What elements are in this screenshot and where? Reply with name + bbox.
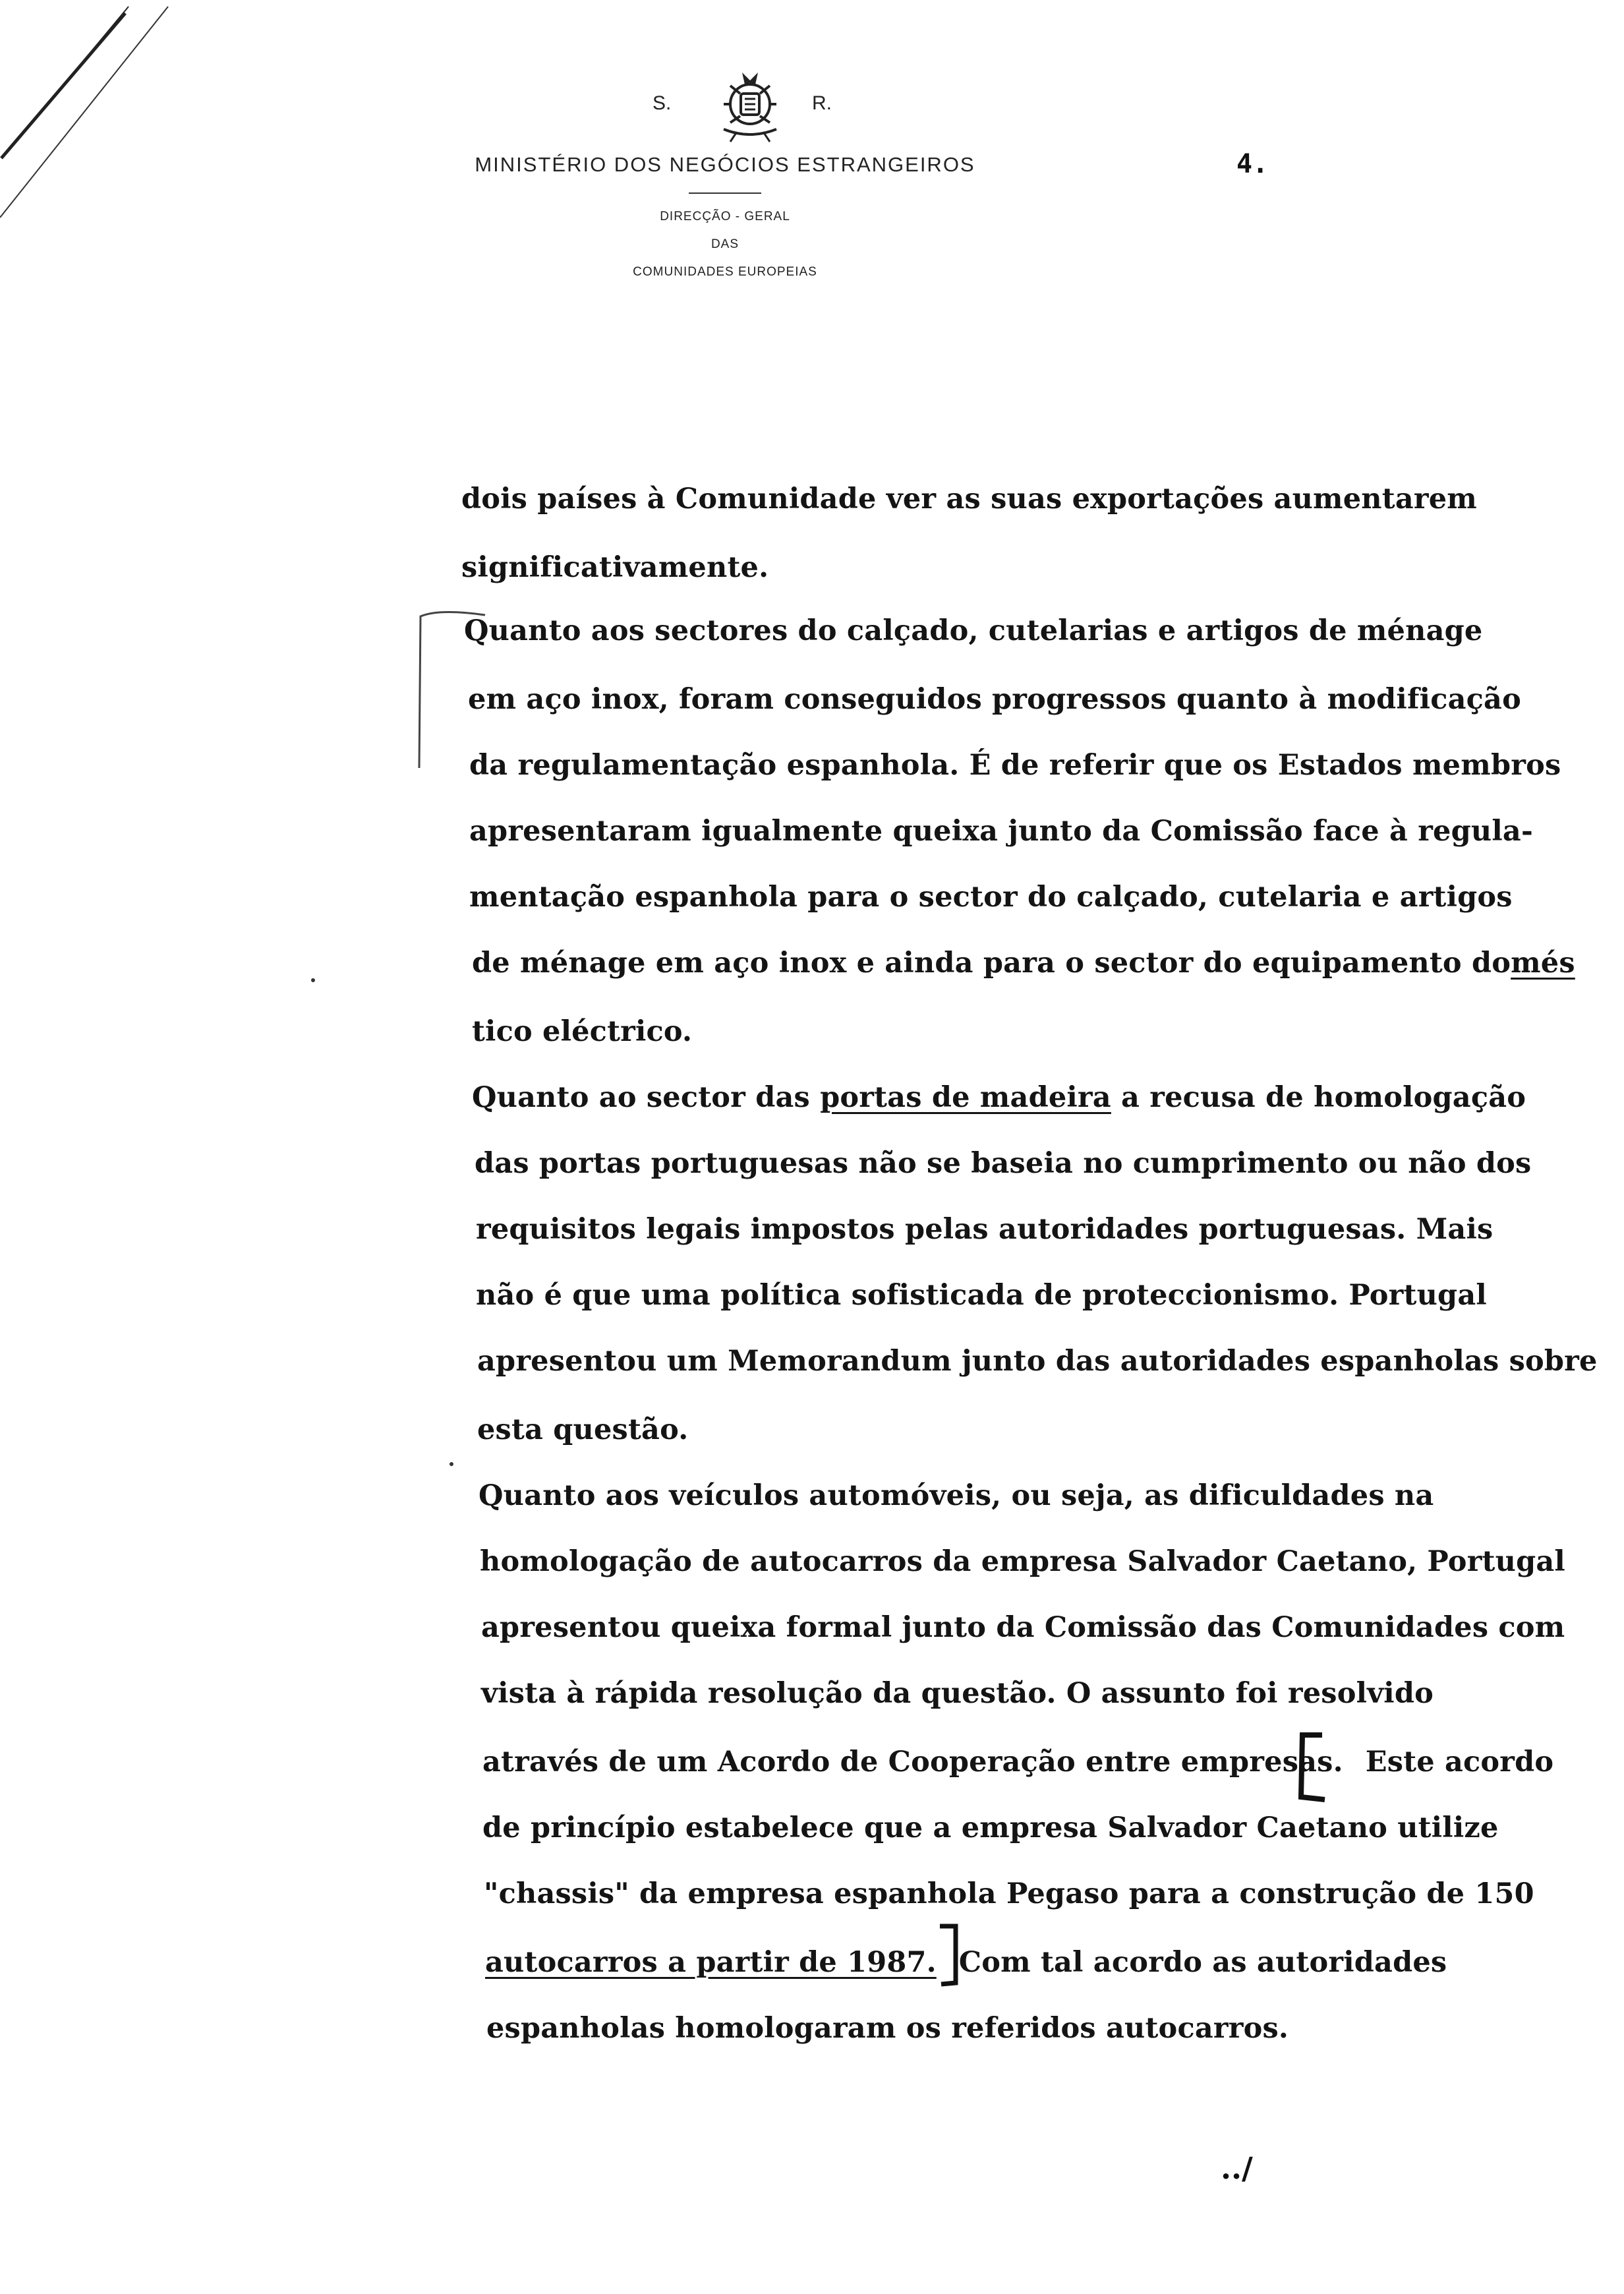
- text-line: tico eléctrico.: [472, 1015, 693, 1048]
- text-segment: Quanto ao sector das: [472, 1081, 821, 1114]
- text-line: dois países à Comunidade ver as suas exportações aumentarem: [461, 483, 1478, 515]
- text-line: de princípio estabelece que a empresa Salvador Caetano utilize: [482, 1811, 1499, 1844]
- text-line: requisitos legais impostos pelas autoridades portuguesas. Mais: [476, 1213, 1494, 1246]
- text-segment: de ménage em aço inox e ainda para o sector do equipamento do: [472, 947, 1511, 980]
- text-line: apresentaram igualmente queixa junto da Comissão face à regula-: [469, 815, 1533, 848]
- text-line: Quanto aos sectores do calçado, cutelarias e artigos de ménage: [464, 614, 1483, 647]
- text-line: não é que uma política sofisticada de proteccionismo. Portugal: [476, 1279, 1487, 1312]
- directorate-line-3: COMUNIDADES EUROPEIAS: [633, 265, 817, 279]
- underlined-text: autocarros a partir de 1987.: [485, 1946, 937, 1979]
- text-line: da regulamentação espanhola. É de referir que os Estados membros: [469, 749, 1561, 782]
- text-line: mentação espanhola para o sector do calçado, cutelaria e artigos: [469, 881, 1513, 914]
- text-line: espanholas homologaram os referidos autocarros.: [486, 2012, 1289, 2045]
- text-line: apresentou queixa formal junto da Comissão das Comunidades com: [481, 1611, 1565, 1644]
- text-segment: a recusa de homologação: [1111, 1081, 1526, 1114]
- underlined-text: més: [1511, 947, 1575, 980]
- text-line: homologação de autocarros da empresa Salvador Caetano, Portugal: [480, 1545, 1565, 1578]
- text-line: em aço inox, foram conseguidos progressos quanto à modificação: [468, 683, 1521, 716]
- text-line: [482, 1746, 1553, 1779]
- text-line: das portas portuguesas não se baseia no cumprimento ou não dos: [475, 1147, 1532, 1180]
- underlined-text: portas de madeira: [820, 1081, 1111, 1114]
- text-line: [472, 1081, 1526, 1114]
- text-line: apresentou um Memorandum junto das autoridades espanholas sobre: [477, 1345, 1598, 1378]
- text-line: Quanto aos veículos automóveis, ou seja, as dificuldades na: [478, 1479, 1434, 1512]
- text-segment: Com tal acordo as autoridades: [958, 1946, 1447, 1979]
- letterhead-left-letter: S.: [652, 92, 672, 114]
- text-segment: Este acordo: [1365, 1746, 1554, 1779]
- letterhead-right-letter: R.: [812, 92, 832, 114]
- directorate-line-1: DIRECÇÃO - GERAL: [660, 210, 790, 223]
- directorate-line-2: DAS: [710, 237, 740, 251]
- text-line: vista à rápida resolução da questão. O assunto foi resolvido: [481, 1677, 1434, 1710]
- text-line: [472, 947, 1575, 980]
- ministry-name: MINISTÉRIO DOS NEGÓCIOS ESTRANGEIROS: [475, 153, 975, 176]
- closing-bracket-mark: [936, 1922, 962, 1988]
- continuation-mark: ../: [1221, 2150, 1253, 2186]
- text-line: "chassis" da empresa espanhola Pegaso para a construção de 150: [484, 1877, 1534, 1910]
- text-line: [485, 1946, 1447, 1979]
- text-line: esta questão.: [477, 1413, 689, 1446]
- opening-bracket-mark: [1296, 1731, 1329, 1804]
- text-segment: através de um Acordo de Cooperação entre empresas.: [482, 1746, 1343, 1779]
- text-line: significativamente.: [461, 551, 769, 584]
- page-number: 4.: [1236, 149, 1269, 179]
